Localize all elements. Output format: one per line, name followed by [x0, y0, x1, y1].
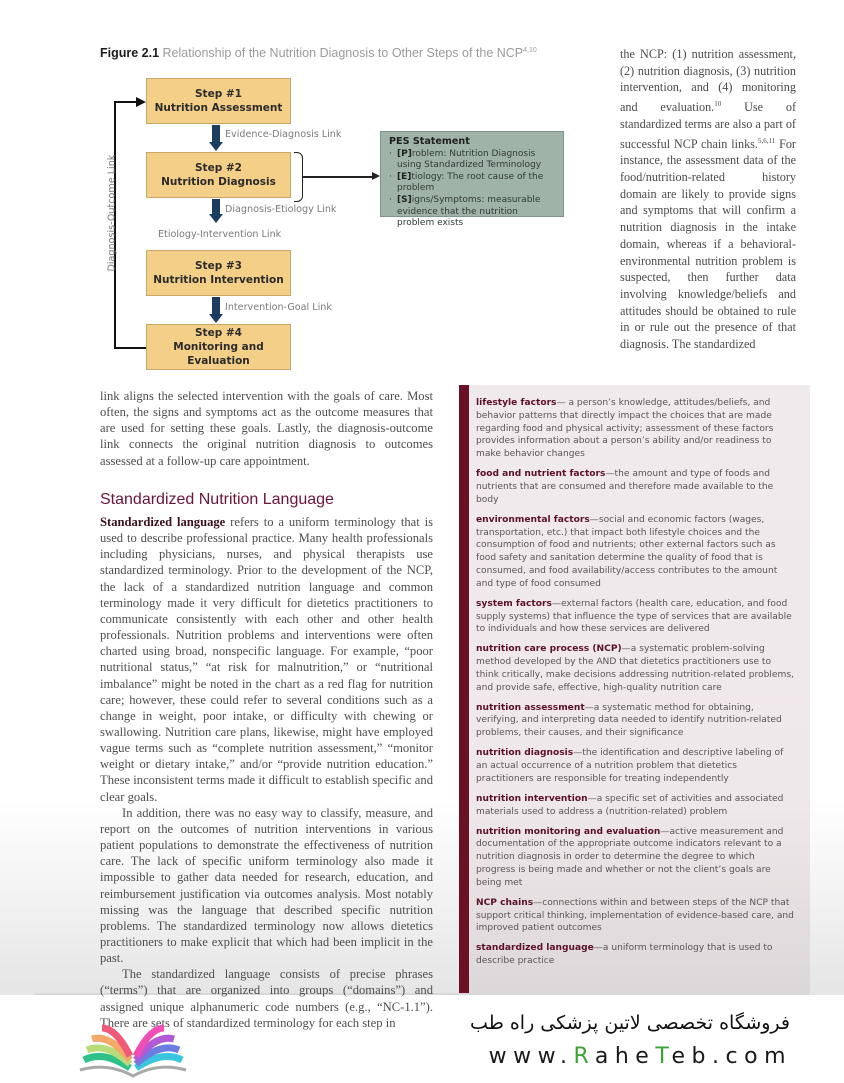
step-name: Monitoring and Evaluation	[173, 341, 264, 367]
section-heading: Standardized Nutrition Language	[100, 490, 334, 508]
step-number: Step #3	[195, 260, 242, 272]
citation: 5,6,11	[757, 136, 776, 145]
outcome-loop-bottom-line	[114, 347, 146, 349]
step-number: Step #2	[195, 162, 242, 174]
paragraph-1: Standardized language refers to a uniform terminology that is used to describe professional practice. Many health professionals including physicians, nurses, and physical therapists use standardized terminology. Prior to the development of the NCP, the lack of a standardized nutrition language and common terminology made it very difficult for dietetics practitioners to communicate consistently with each other and other health professionals. Nutrition problems and interventions were often charted using broad, nonspecific language. For example, “poor nutritional status,” “at risk for malnutrition,” or “nutritional imbalance” might be noted in the chart as a red flag for nutrition care; however, these could refer to several conditions such as a change in weight, poor intake, or difficulty with chewing or swallowing. Nutrition care plans, likewise, might have employed vague terms such as “complete nutrition assessment,” “monitor weight or dietary intake,” and/or “provide nutrition education.” These inconsistent terms made it difficult to establish specific and clear goals.	[100, 514, 433, 804]
step-4-box	[146, 324, 291, 370]
glossary-item: NCP chains—connections within and between steps of the NCP that support critical thinking, implementation of evidence-based care, and improved patient outcomes	[476, 897, 794, 934]
glossary-item: lifestyle factors— a person’s knowledge, attitudes/beliefs, and behavior patterns that directly impact the choices that are made regarding food and physical activity; assessment of these factors provides information about a person’s ability and/or readiness to make behavior changes	[476, 398, 774, 460]
pes-item-problem: · [P]roblem: Nutrition Diagnosis using Standardized Terminology	[389, 149, 557, 172]
citation: 10	[714, 100, 722, 109]
paragraph-3: The standardized language consists of precise phrases (“terms”) that are organized into groups (“domains”) and assigned unique alphanumeric code numbers (e.g., “NC-1.1”). There are sets of standardized terminology for each step in	[100, 967, 433, 1030]
figure-title-refs: 4,10	[523, 46, 537, 54]
glossary-item: nutrition intervention—a specific set of activities and associated materials used to address a (nutrition-related) problem	[476, 793, 784, 817]
intro-paragraph: link aligns the selected intervention with the goals of care. Most often, the signs and symptoms act as the outcome measures that are used for setting these goals. Lastly, the diagnosis-outcome link connects the original nutrition diagnosis to outcomes assessed at a follow-up care appointment.	[100, 389, 433, 468]
figure-caption	[100, 46, 600, 60]
step-2-box	[146, 152, 291, 198]
shop-name: فروشگاه تخصصی لاتین پزشکی راه طب	[470, 1012, 790, 1034]
glossary-item: nutrition assessment—a systematic method for obtaining, verifying, and interpreting data needed to identify nutrition-related problems, their causes, and their significance	[476, 702, 782, 739]
diagnosis-outcome-link-label: Diagnosis-Outcome Link	[106, 154, 118, 272]
step-number: Step #4	[195, 327, 242, 339]
glossary-item: standardized language—a uniform terminology that is used to describe practice	[476, 943, 773, 967]
step-3-box	[146, 250, 291, 296]
glossary-accent-bar	[459, 385, 469, 993]
glossary-sidebar	[459, 385, 810, 993]
right-column-text: the NCP: (1) nutrition assessment, (2) nutrition diagnosis, (3) nutrition intervention, and (4) monitoring and evaluation.$^{10}$ Use of standardized terms are also a part of successful NCP chain links.$^{5,6,11}$ For instance, the assessment data of the food/nutrition-related history domain are likely to provide signs and symptoms that will confirm a nutrition diagnosis in the intake domain, whereas if a behavioral-environmental nutrition problem is suspected, then further data involving knowledge/beliefs and attitudes should be obtained to rule in or rule out the presence of that diagnosis. The standardized	[620, 47, 796, 352]
glossary-item: food and nutrient factors—the amount and type of foods and nutrients that are consumed and therefore made available to the body	[476, 469, 774, 505]
step-name: Nutrition Assessment	[154, 102, 283, 114]
step-1-box	[146, 78, 291, 124]
arrow-right-icon	[136, 97, 146, 107]
pes-statement-box	[380, 131, 564, 229]
figure-label: Figure 2.1	[100, 46, 160, 60]
paragraph-2: In addition, there was no easy way to classify, measure, and report on the outcomes of nutrition interventions in various patient populations to demonstrate the effectiveness of nutrition care. The lack of specific uniform terminology also made it impossible to gather data needed for research, education, and reimbursement justification via outcomes analysis. Most notably missing was the language that described specific nutrition problems. The standardized terminology now allows dietetics practitioners to make explicit that which had been implicit in the past.	[100, 805, 433, 966]
arrow-down-icon	[211, 297, 221, 323]
arrow-down-icon	[211, 199, 221, 223]
pes-item-signs: · [S]igns/Symptoms: measurable evidence that the nutrition problem exists	[389, 195, 557, 230]
etiology-intervention-link-label: Etiology-Intervention Link	[158, 229, 282, 240]
diagnosis-etiology-link-label: Diagnosis-Etiology Link	[225, 204, 337, 215]
pes-connector-line	[302, 176, 374, 178]
key-term: Standardized language	[100, 514, 226, 529]
open-book-rainbow-icon	[78, 1010, 188, 1078]
left-column-body	[100, 388, 433, 1031]
outcome-loop-top-line	[114, 101, 138, 103]
glossary-list	[476, 397, 794, 975]
glossary-item: system factors—external factors (health care, education, and food supply systems) that influence the type of services that are available to individuals and how these services are delivered	[476, 598, 792, 635]
glossary-item: nutrition care process (NCP)—a systematic problem-solving method developed by the AND that dietetics practitioners use to think critically, make decisions addressing nutrition-related problems, and provide safe, effective, high-quality nutrition care	[476, 644, 794, 693]
pes-title: PES Statement	[389, 136, 470, 147]
shop-url-link[interactable]: www.RaheTeb.com	[488, 1044, 792, 1069]
step-name: Nutrition Diagnosis	[161, 176, 276, 188]
step-name: Nutrition Intervention	[153, 274, 284, 286]
glossary-item: environmental factors—social and economic factors (wages, transportation, etc.) that impact both lifestyle choices and the consumption of food and nutrients; other external factors such as food safety and sanitation determine the quality of food that is consumed, and food availability/access contributes to the amount and type of food consumed	[476, 514, 778, 589]
intervention-goal-link-label: Intervention-Goal Link	[225, 302, 332, 313]
pes-item-etiology: · [E]tiology: The root cause of the problem	[389, 172, 557, 195]
evidence-diagnosis-link-label: Evidence-Diagnosis Link	[225, 129, 342, 140]
glossary-item: nutrition diagnosis—the identification and descriptive labeling of an actual occurrence of a nutrition problem that dietetics practitioners are responsible for treating independently	[476, 748, 784, 784]
figure-title-text: Relationship of the Nutrition Diagnosis to Other Steps of the NCP	[162, 46, 524, 60]
glossary-item: nutrition monitoring and evaluation—active measurement and documentation of the appropriate outcome indicators relevant to a nutrition diagnosis in order to determine the degree to which progress is being made and whether or not the client’s goals are being met	[476, 826, 784, 888]
step-number: Step #1	[195, 88, 242, 100]
arrow-right-icon	[372, 172, 380, 180]
arrow-down-icon	[211, 125, 221, 151]
